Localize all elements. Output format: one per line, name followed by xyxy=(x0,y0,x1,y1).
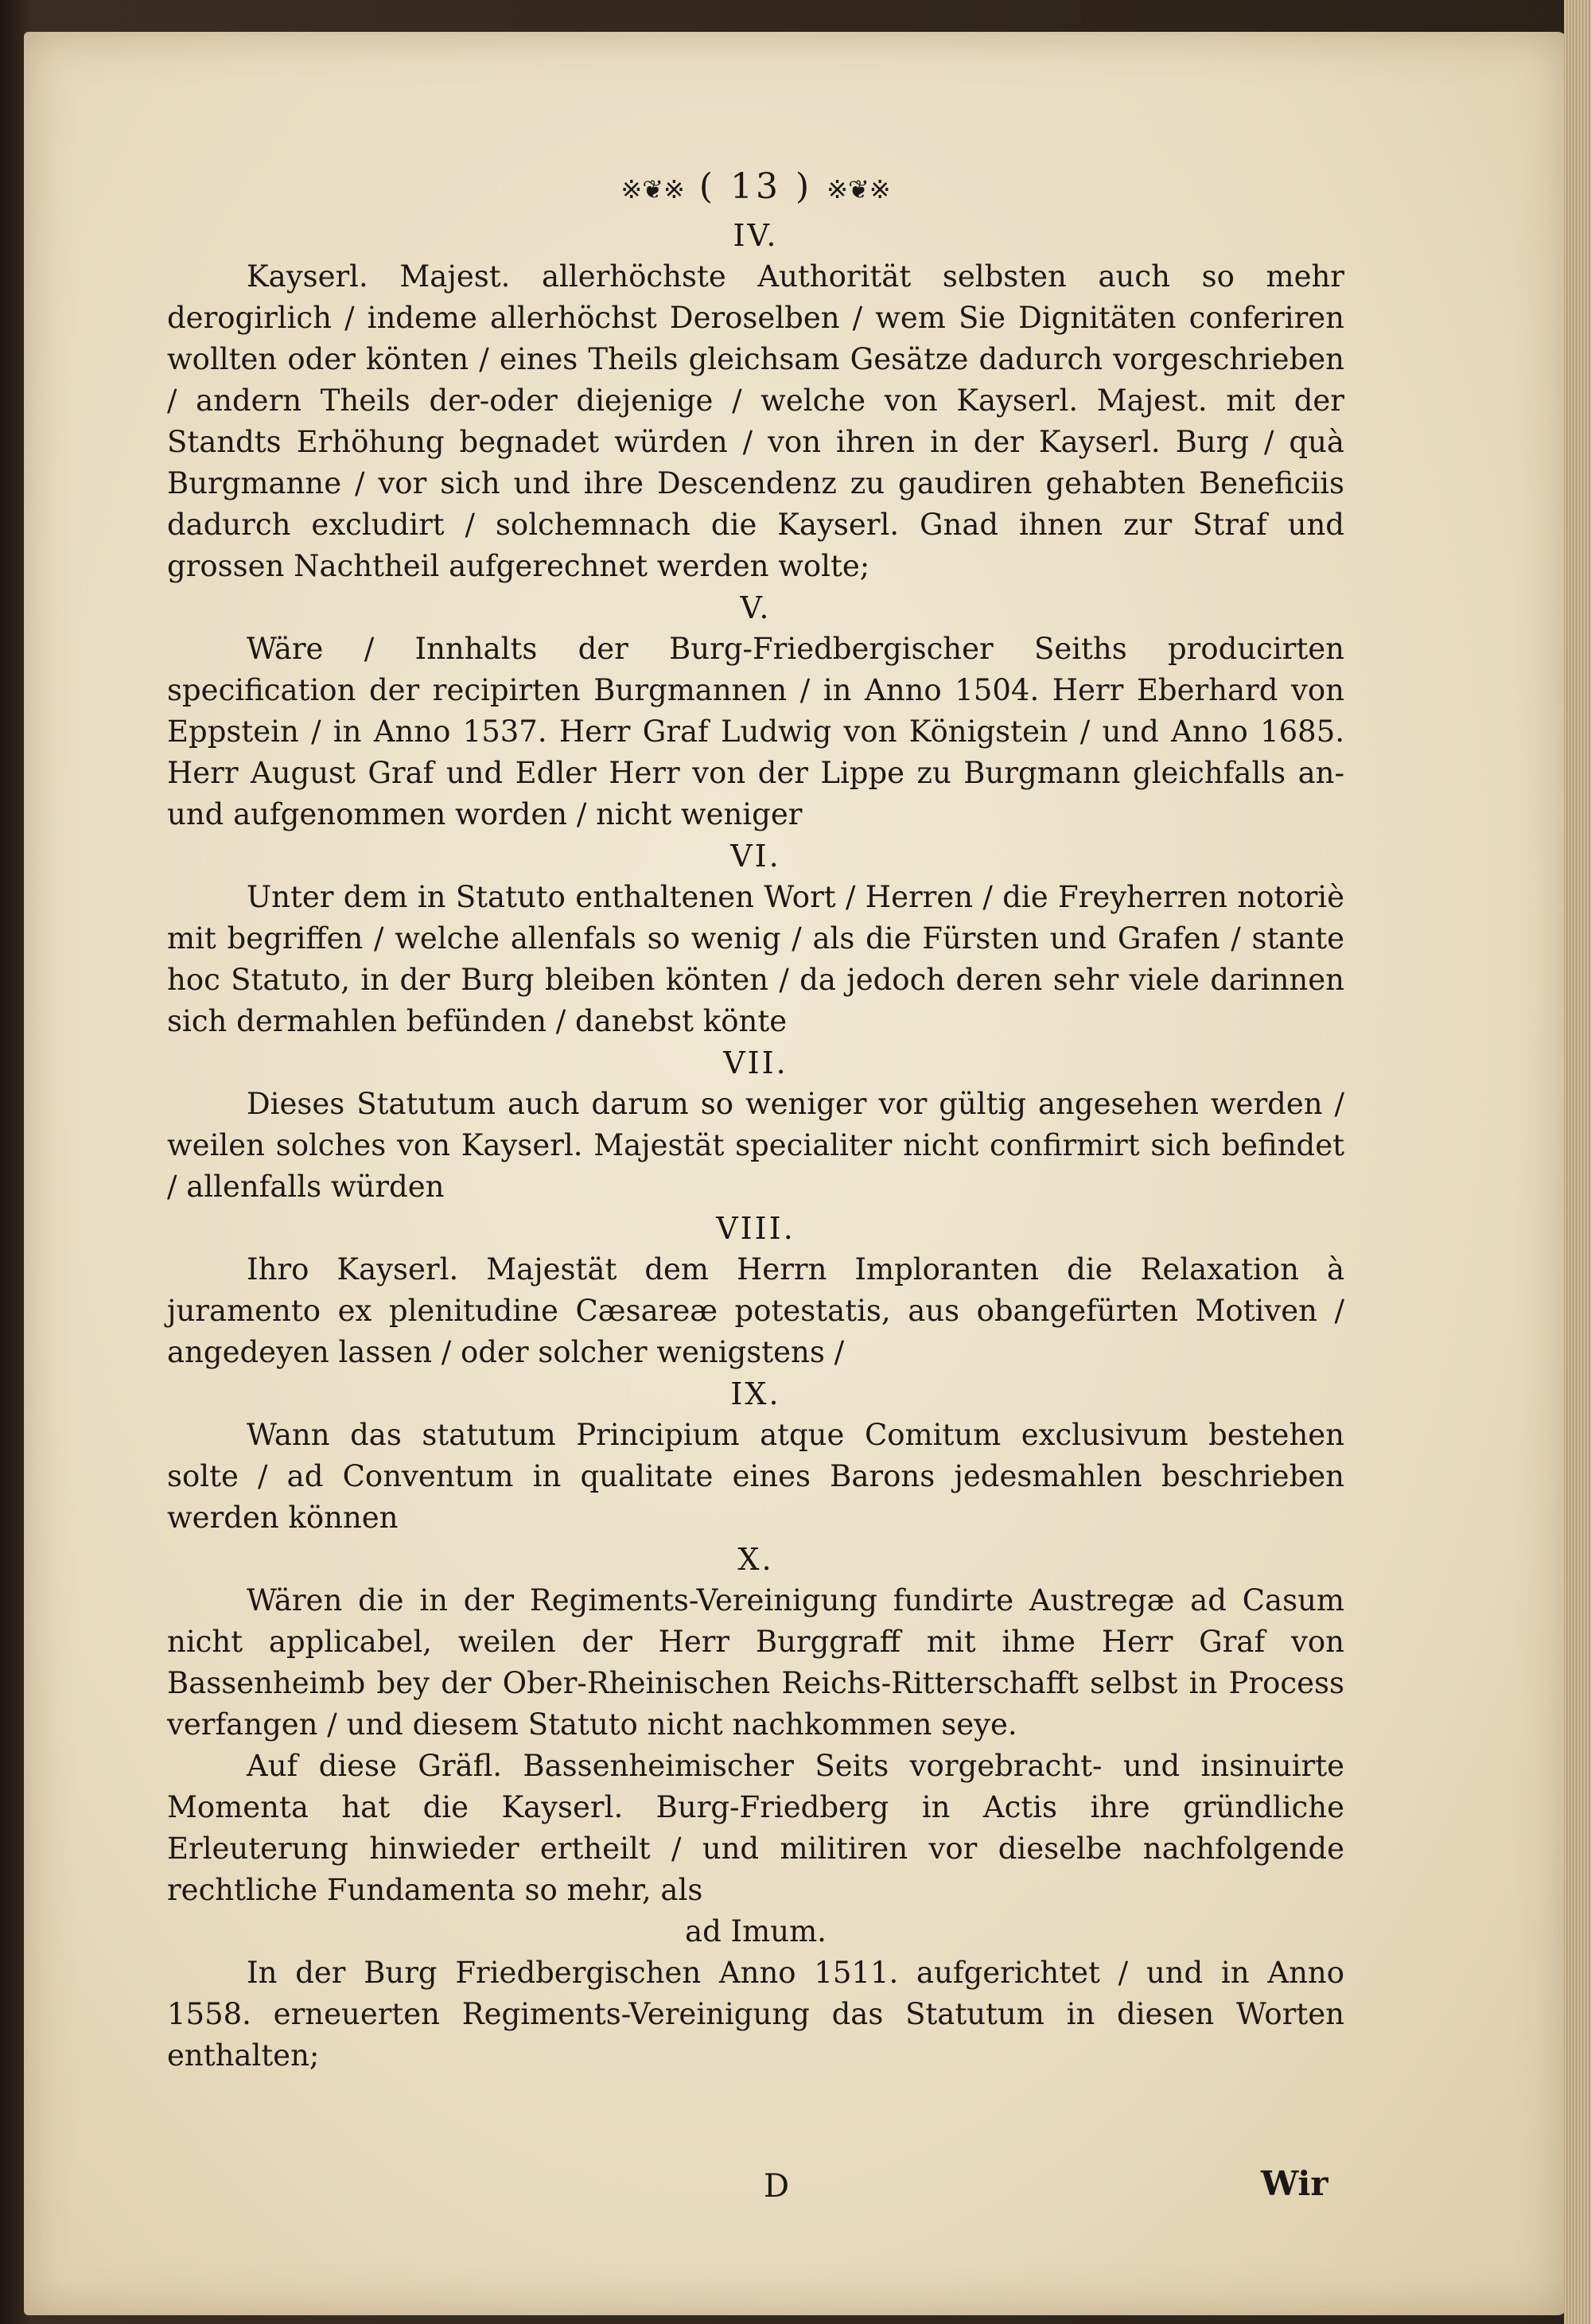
page-header xyxy=(167,163,1344,213)
ornament-left-icon: ※❦※ xyxy=(620,174,685,204)
section-ix-paragraph: Wann das statutum Principium atque Comitum exclusivum bestehen solte / ad Conventum in qualitate eines Barons jedesmahlen beschrieben werden können xyxy=(167,1418,1344,1535)
section-viii-paragraph: Ihro Kayserl. Majestät dem Herrn Imploranten die Relaxation à juramento ex plenitudine Cæsareæ potestatis, aus obangefürten Motiven / angedeyen lassen / oder solcher wenigstens / xyxy=(167,1252,1344,1369)
page-text xyxy=(167,163,1344,2077)
ornament-right-icon: ※❦※ xyxy=(827,174,891,204)
section-v-paragraph: Wäre / Innhalts der Burg-Friedbergischer Seiths producirten specification der recipirten Burgmannen / in Anno 1504. Herr Eberhard von Eppstein / in Anno 1537. Herr Graf Ludwig von Königstein / und Anno 1685. Herr August Graf und Edler Herr von der Lippe zu Burgmann gleichfalls an- und aufgenommen worden / nicht weniger xyxy=(167,632,1344,831)
section-number-x: X. xyxy=(737,1542,774,1577)
section-x-paragraph: Wären die in der Regiments-Vereinigung fundirte Austregæ ad Casum nicht applicabel, weilen der Herr Burggraff mit ihme Herr Graf von Bassenheimb bey der Ober-Rheinischen Reichs-Ritterschafft selbst in Process verfangen / und diesem Statuto nicht nachkommen seye. xyxy=(167,1583,1344,1742)
section-number-v: V. xyxy=(740,590,772,625)
section-number-vi: VI. xyxy=(730,839,781,874)
section-number-vii: VII. xyxy=(723,1045,788,1080)
signature-mark: D xyxy=(764,2168,790,2205)
page-number: ( 13 ) xyxy=(698,166,813,207)
section-number-viii: VIII. xyxy=(716,1211,796,1246)
section-vii-paragraph: Dieses Statutum auch darum so weniger vor gültig angesehen werden / weilen solches von Kayserl. Majestät specialiter nicht confirmirt sich befindet / allenfalls würden xyxy=(167,1087,1344,1204)
section-vi-paragraph: Unter dem in Statuto enthaltenen Wort / Herren / die Freyherren notoriè mit begriffen / welche allenfals so wenig / als die Fürsten und Grafen / stante hoc Statuto, in der Burg bleiben könten / da jedoch deren sehr viele darinnen sich dermahlen befünden / danebst könte xyxy=(167,880,1344,1038)
catchword: Wir xyxy=(1261,2164,1328,2203)
fundamenta-intro-paragraph: Auf diese Gräfl. Bassenheimischer Seits vorgebracht- und insinuirte Momenta hat die Kayserl. Burg-Friedberg in Actis ihre gründliche Erleuterung hinwieder ertheilt / und militiren vor dieselbe nachfolgende rechtliche Fundamenta so mehr, als xyxy=(167,1749,1344,1907)
section-number-iv: IV. xyxy=(733,218,779,253)
page-edges xyxy=(1564,0,1591,2324)
section-iv-paragraph: Kayserl. Majest. allerhöchste Authorität selbsten auch so mehr derogirlich / indeme allerhöchst Deroselben / wem Sie Dignitäten conferiren wollten oder könten / eines Theils gleichsam Gesätze dadurch vorgeschrieben / andern Theils der-oder diejenige / welche von Kayserl. Majest. mit der Standts Erhöhung begnadet würden / von ihren in der Kayserl. Burg / quà Burgmanne / vor sich und ihre Descendenz zu gaudiren gehabten Beneficiis dadurch excludirt / solchemnach die Kayserl. Gnad ihnen zur Straf und grossen Nachtheil aufgerechnet werden wolte; xyxy=(167,259,1344,583)
section-number-ix: IX. xyxy=(730,1376,781,1411)
closing-paragraph: In der Burg Friedbergischen Anno 1511. aufgerichtet / und in Anno 1558. erneuerten Regiments-Vereinigung das Statutum in diesen Worten enthalten; xyxy=(167,1956,1344,2073)
ad-imum-heading: ad Imum. xyxy=(685,1914,827,1948)
